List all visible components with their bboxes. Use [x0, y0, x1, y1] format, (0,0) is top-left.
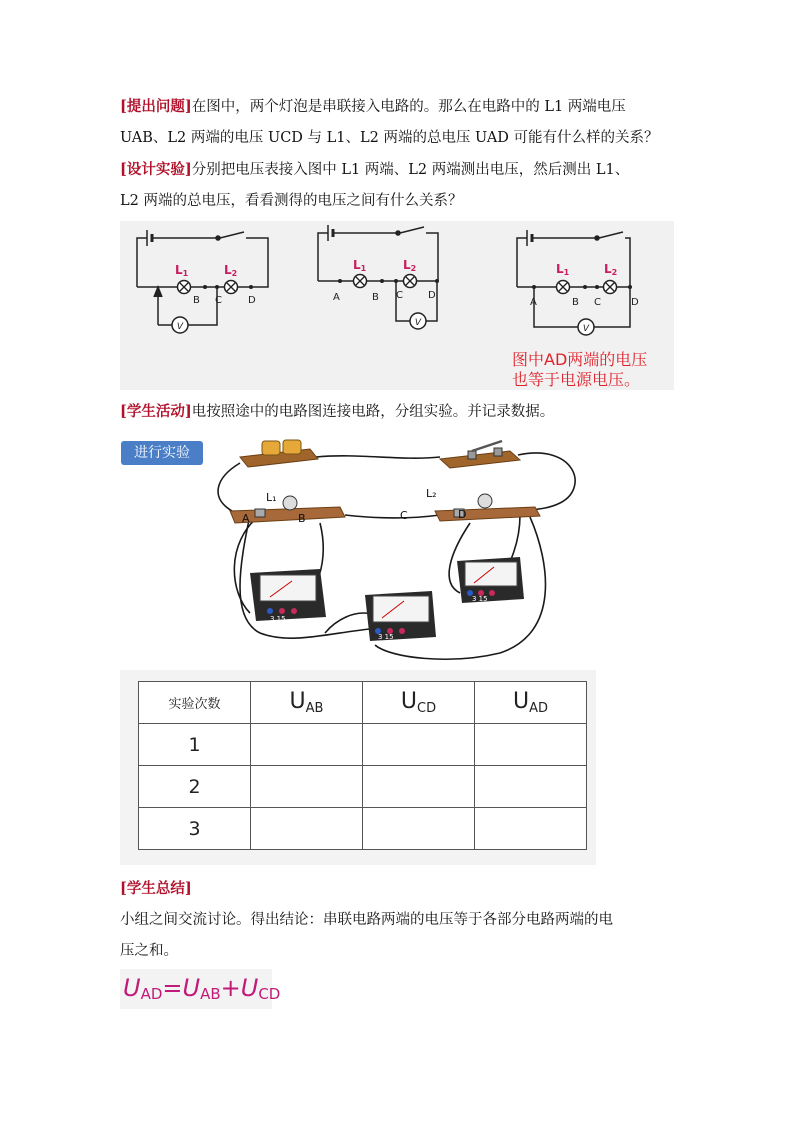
circuit-3: [517, 230, 630, 327]
design-paragraph: [120, 154, 680, 217]
activity-tag: [学生活动]: [120, 403, 192, 420]
voltage-formula: $U_{AD}=U_{AB}+U_{CD}$: [120, 969, 272, 1009]
switch-board: [440, 441, 520, 468]
question-line1: 在图中，两个灯泡是串联接入电路的。那么在电路中的 L1 两端电压: [191, 99, 626, 115]
label-b-c1: B: [193, 295, 200, 306]
data-table: [138, 681, 587, 850]
photo-l2: L₂: [426, 487, 437, 500]
label-b-c2: B: [372, 292, 379, 303]
experiment-illustration: [120, 433, 594, 670]
circuit-diagrams: [120, 221, 674, 390]
cell-ucd[interactable]: [363, 766, 475, 808]
meter-c3: [578, 319, 594, 335]
summary-paragraph: [120, 873, 680, 967]
header-uab: $U_{AB}$: [251, 682, 363, 724]
question-paragraph: [120, 91, 680, 154]
cell-uab[interactable]: [251, 808, 363, 850]
cell-uab[interactable]: [251, 724, 363, 766]
label-c-c2: C: [396, 290, 403, 301]
table-row: [139, 724, 587, 766]
design-line2: L2 两端的总电压，看看测得的电压之间有什么关系？: [120, 193, 463, 209]
experiment-svg: [120, 433, 594, 670]
circuit-note-line1: 图中AD两端的电压: [512, 350, 648, 369]
design-line1: 分别把电压表接入图中 L1 两端、L2 两端测出电压，然后测出 L1、: [191, 162, 630, 178]
cell-uad[interactable]: [475, 724, 587, 766]
row-number: 1: [139, 724, 251, 766]
photo-c: C: [400, 509, 408, 522]
label-c-c1: C: [215, 295, 222, 306]
lamp-l2-c1: [225, 281, 238, 294]
label-a-c2: A: [333, 292, 340, 303]
circuit-note-line2: 也等于电源电压。: [512, 370, 641, 389]
label-l1-c3: L1: [556, 262, 570, 277]
meter-c2: [410, 313, 426, 329]
label-d-c3: D: [631, 297, 639, 308]
table-row: [139, 766, 587, 808]
activity-paragraph: [120, 396, 680, 428]
label-d-c1: D: [248, 295, 256, 306]
svg-text:3 15: 3 15: [270, 615, 286, 623]
circuit-1: [137, 230, 268, 325]
question-line2: UAB、L2 两端的电压 UCD 与 L1、L2 两端的总电压 UAD 可能有什么样的关系？: [120, 130, 659, 146]
label-l1-c2: L1: [353, 258, 367, 273]
voltmeter-1: [250, 569, 326, 623]
row-number: 2: [139, 766, 251, 808]
svg-text:V: V: [582, 324, 590, 334]
cell-uad[interactable]: [475, 808, 587, 850]
voltmeter-2: [365, 591, 436, 641]
label-c-c3: C: [594, 297, 601, 308]
photo-d: D: [458, 508, 467, 521]
photo-a: A: [242, 512, 250, 525]
row-number: 3: [139, 808, 251, 850]
design-tag: [设计实验]: [120, 161, 192, 178]
lamp-l1-c2: [354, 275, 367, 288]
circuit-2: [318, 225, 438, 321]
lamp-l1-c3: [557, 281, 570, 294]
label-l2-c3: L2: [604, 262, 618, 277]
header-trial-count: 实验次数: [139, 682, 251, 724]
svg-text:3 15: 3 15: [472, 595, 488, 603]
lamp-l1-c1: [178, 281, 191, 294]
cell-uad[interactable]: [475, 766, 587, 808]
summary-line1: 小组之间交流讨论。得出结论：串联电路两端的电压等于各部分电路两端的电: [120, 912, 613, 928]
svg-text:V: V: [176, 322, 184, 332]
battery-board: [240, 440, 318, 467]
question-tag: [提出问题]: [120, 98, 192, 115]
activity-text: 电按照途中的电路图连接电路，分组实验。并记录数据。: [191, 404, 555, 420]
svg-text:3 15: 3 15: [378, 633, 394, 641]
lamp-l2-c3: [604, 281, 617, 294]
start-experiment-button: 进行实验: [121, 441, 203, 465]
table-row: [139, 808, 587, 850]
cell-uab[interactable]: [251, 766, 363, 808]
label-a-c3: A: [530, 297, 537, 308]
data-table-wrapper: [120, 670, 596, 865]
meter-c1: [172, 317, 188, 333]
lamp-board-2: [435, 494, 540, 521]
lamp-l2-c2: [404, 275, 417, 288]
header-ucd: $U_{CD}$: [363, 682, 475, 724]
voltmeter-3: [457, 557, 524, 603]
summary-line2: 压之和。: [120, 943, 178, 959]
label-l2-c1: L2: [224, 263, 238, 278]
svg-text:V: V: [414, 318, 422, 328]
label-l2-c2: L2: [403, 258, 417, 273]
photo-l1: L₁: [266, 491, 277, 504]
label-b-c3: B: [572, 297, 579, 308]
label-l1-c1: L1: [175, 263, 189, 278]
photo-b: B: [298, 512, 306, 525]
cell-ucd[interactable]: [363, 808, 475, 850]
header-uad: $U_{AD}$: [475, 682, 587, 724]
cell-ucd[interactable]: [363, 724, 475, 766]
table-header-row: [139, 682, 587, 724]
label-d-c2: D: [428, 290, 436, 301]
circuit-svg: [120, 221, 674, 390]
summary-tag: [学生总结]: [120, 880, 192, 897]
